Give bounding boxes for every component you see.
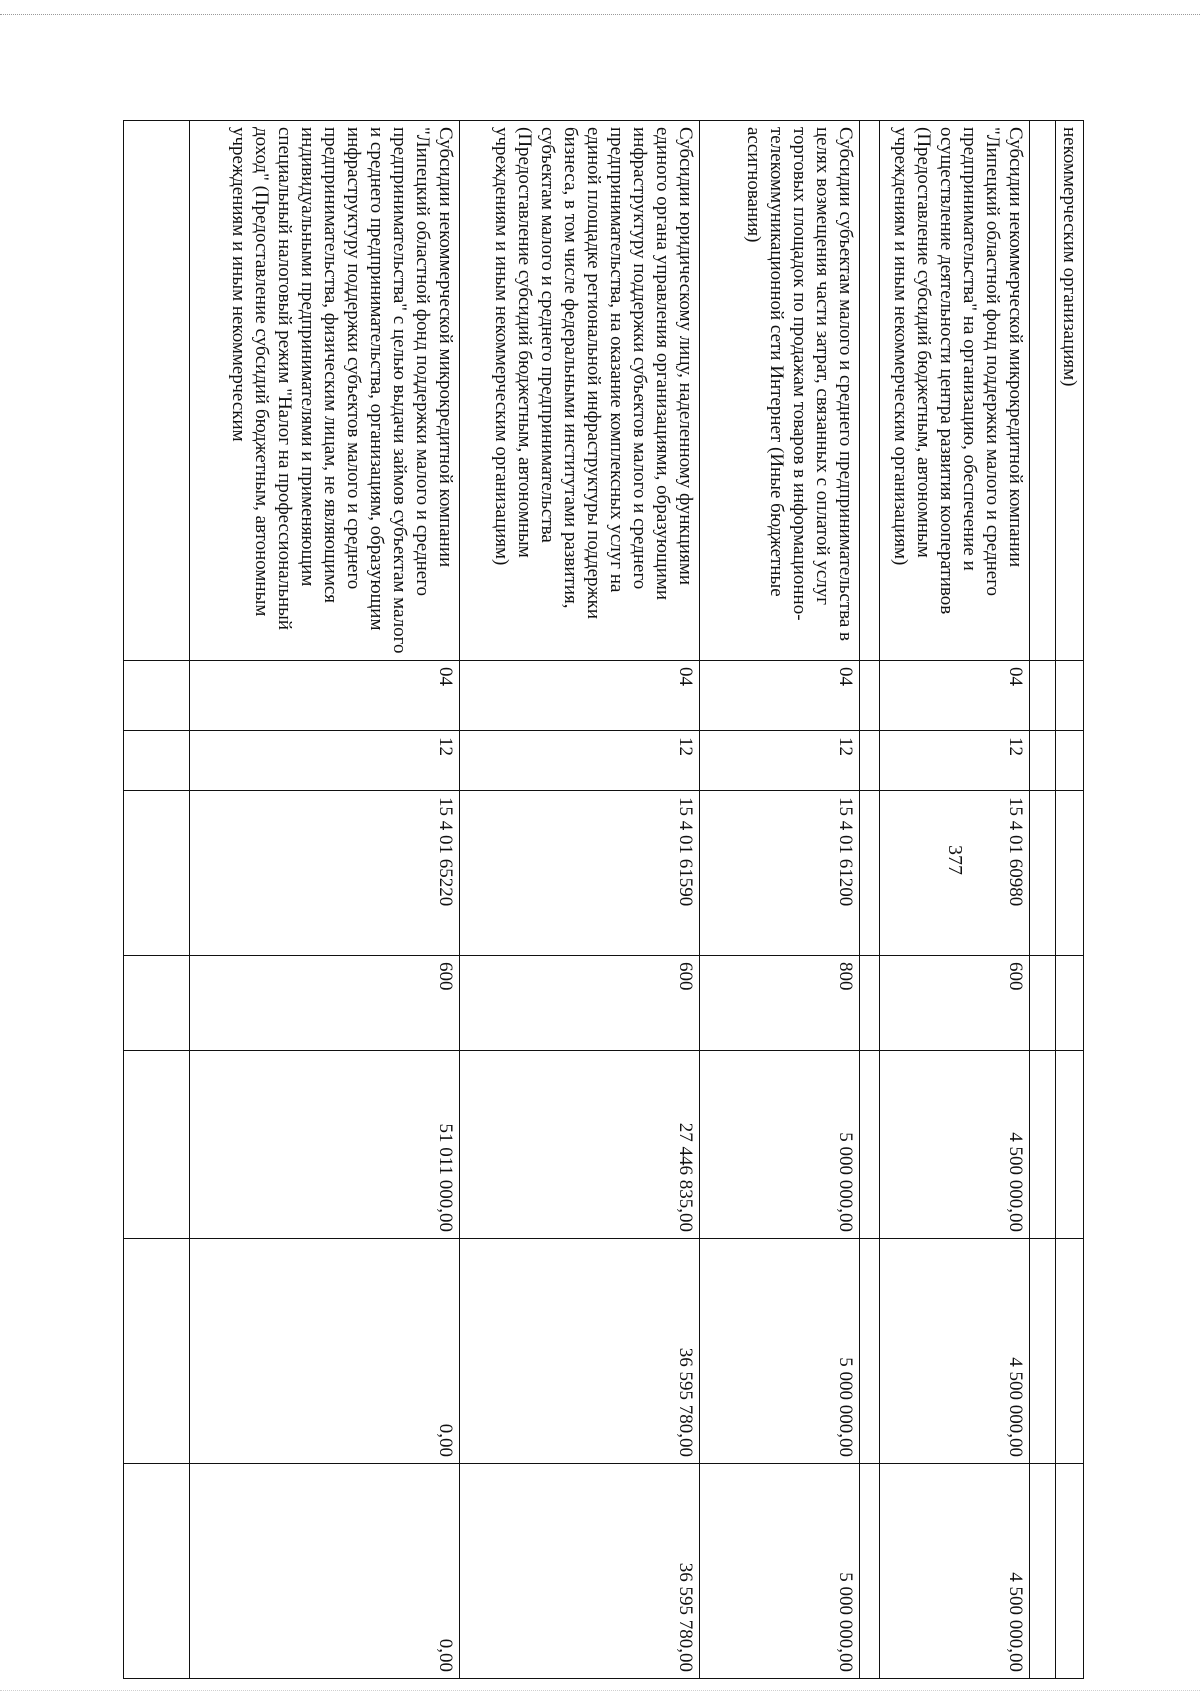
amount-year-2: 5 000 000,00 — [700, 1239, 860, 1464]
expense-type-code: 600 — [460, 956, 700, 1051]
target-article-code: 15 4 01 61200 — [700, 791, 860, 956]
subsection-code — [124, 731, 190, 791]
amount-year-2: 0,00 — [190, 1239, 460, 1464]
amount-year-3 — [124, 1464, 190, 1679]
subsection-code: 12 — [460, 731, 700, 791]
table-row — [1056, 121, 1084, 1679]
amount-year-2 — [1056, 1239, 1084, 1464]
bottom-scan-rule — [0, 1690, 1200, 1691]
amount-year-3: 36 595 780,00 — [460, 1464, 700, 1679]
section-code — [860, 661, 880, 731]
top-scan-rule — [0, 14, 1200, 15]
target-article-code — [1056, 791, 1084, 956]
subsection-code: 12 — [880, 731, 1030, 791]
section-code — [1056, 661, 1084, 731]
expense-type-code — [860, 956, 880, 1051]
target-article-code: 15 4 01 61590 — [460, 791, 700, 956]
amount-year-2: 36 595 780,00 — [460, 1239, 700, 1464]
expense-type-code — [1030, 956, 1056, 1051]
page-number: 377 — [944, 845, 966, 875]
amount-year-3: 5 000 000,00 — [700, 1464, 860, 1679]
amount-year-1: 51 011 000,00 — [190, 1051, 460, 1239]
subsection-code — [860, 731, 880, 791]
table-row — [1030, 121, 1056, 1679]
expense-type-code: 800 — [700, 956, 860, 1051]
section-code: 04 — [460, 661, 700, 731]
expense-type-code: 600 — [190, 956, 460, 1051]
budget-table-container — [124, 120, 1084, 1678]
budget-table — [123, 120, 1084, 1679]
table-row — [190, 121, 460, 1679]
target-article-code — [860, 791, 880, 956]
amount-year-2 — [124, 1239, 190, 1464]
target-article-code — [1030, 791, 1056, 956]
amount-year-2: 4 500 000,00 — [880, 1239, 1030, 1464]
target-article-code: 15 4 01 60980 — [880, 791, 1030, 956]
subsection-code — [1056, 731, 1084, 791]
subsection-code — [1030, 731, 1056, 791]
table-row — [460, 121, 700, 1679]
amount-year-1 — [124, 1051, 190, 1239]
expense-type-code — [124, 956, 190, 1051]
row-description: Субсидии юридическому лицу, наделенному функциями единого органа управления организациями, образующими инфраструктуру поддержки субъектов малого и среднего предпринимательства, на оказание комплексных услуг на единой площадке региональной инфраструктуры поддержки бизнеса, в том числе федеральными институтами развития, субъектам малого и среднего предпринимательства (Предоставление субсидий бюджетным, автономным учреждениям и иным некоммерческим организациям) — [460, 121, 700, 661]
row-description — [1030, 121, 1056, 661]
amount-year-2 — [860, 1239, 880, 1464]
row-description — [124, 121, 190, 661]
target-article-code: 15 4 01 65220 — [190, 791, 460, 956]
expense-type-code: 600 — [880, 956, 1030, 1051]
amount-year-3 — [1056, 1464, 1084, 1679]
amount-year-2 — [1030, 1239, 1056, 1464]
row-description: Субсидии некоммерческой микрокредитной компании "Липецкий областной фонд поддержки малого и среднего предпринимательства" с целью выдачи займов субъектам малого и среднего предпринимательства, организациям, образующим инфраструктуру поддержки субъектов малого и среднего предпринимательства, физическим лицам, не являющимся индивидуальными предпринимателями и применяющим специальный налоговый режим "Налог на профессиональный доход" (Предоставление субсидий бюджетным, автономным учреждениям и иным некоммерческим — [190, 121, 460, 661]
table-row — [700, 121, 860, 1679]
amount-year-1 — [1030, 1051, 1056, 1239]
amount-year-1: 4 500 000,00 — [880, 1051, 1030, 1239]
amount-year-1: 27 446 835,00 — [460, 1051, 700, 1239]
amount-year-3: 4 500 000,00 — [880, 1464, 1030, 1679]
section-code — [1030, 661, 1056, 731]
amount-year-3 — [860, 1464, 880, 1679]
section-code: 04 — [700, 661, 860, 731]
row-description — [860, 121, 880, 661]
expense-type-code — [1056, 956, 1084, 1051]
table-row — [860, 121, 880, 1679]
amount-year-1: 5 000 000,00 — [700, 1051, 860, 1239]
subsection-code: 12 — [190, 731, 460, 791]
amount-year-1 — [1056, 1051, 1084, 1239]
budget-table-rotated — [124, 120, 1084, 1678]
table-row — [880, 121, 1030, 1679]
row-description: Субсидии некоммерческой микрокредитной компании "Липецкий областной фонд поддержки малого и среднего предпринимательства" на организацию, обеспечение и осуществление деятельности центра развития кооперативов (Предоставление субсидий бюджетным, автономным учреждениям и иным некоммерческим организациям) — [880, 121, 1030, 661]
amount-year-1 — [860, 1051, 880, 1239]
subsection-code: 12 — [700, 731, 860, 791]
row-description: Субсидии субъектам малого и среднего предпринимательства в целях возмещения части затрат, связанных с оплатой услуг торговых площадок по продажам товаров в информационно-телекоммуникационной сети Интернет (Иные бюджетные ассигнования) — [700, 121, 860, 661]
target-article-code — [124, 791, 190, 956]
table-row — [124, 121, 190, 1679]
section-code — [124, 661, 190, 731]
amount-year-3 — [1030, 1464, 1056, 1679]
section-code: 04 — [190, 661, 460, 731]
section-code: 04 — [880, 661, 1030, 731]
amount-year-3: 0,00 — [190, 1464, 460, 1679]
row-description: некоммерческим организациям) — [1056, 121, 1084, 661]
